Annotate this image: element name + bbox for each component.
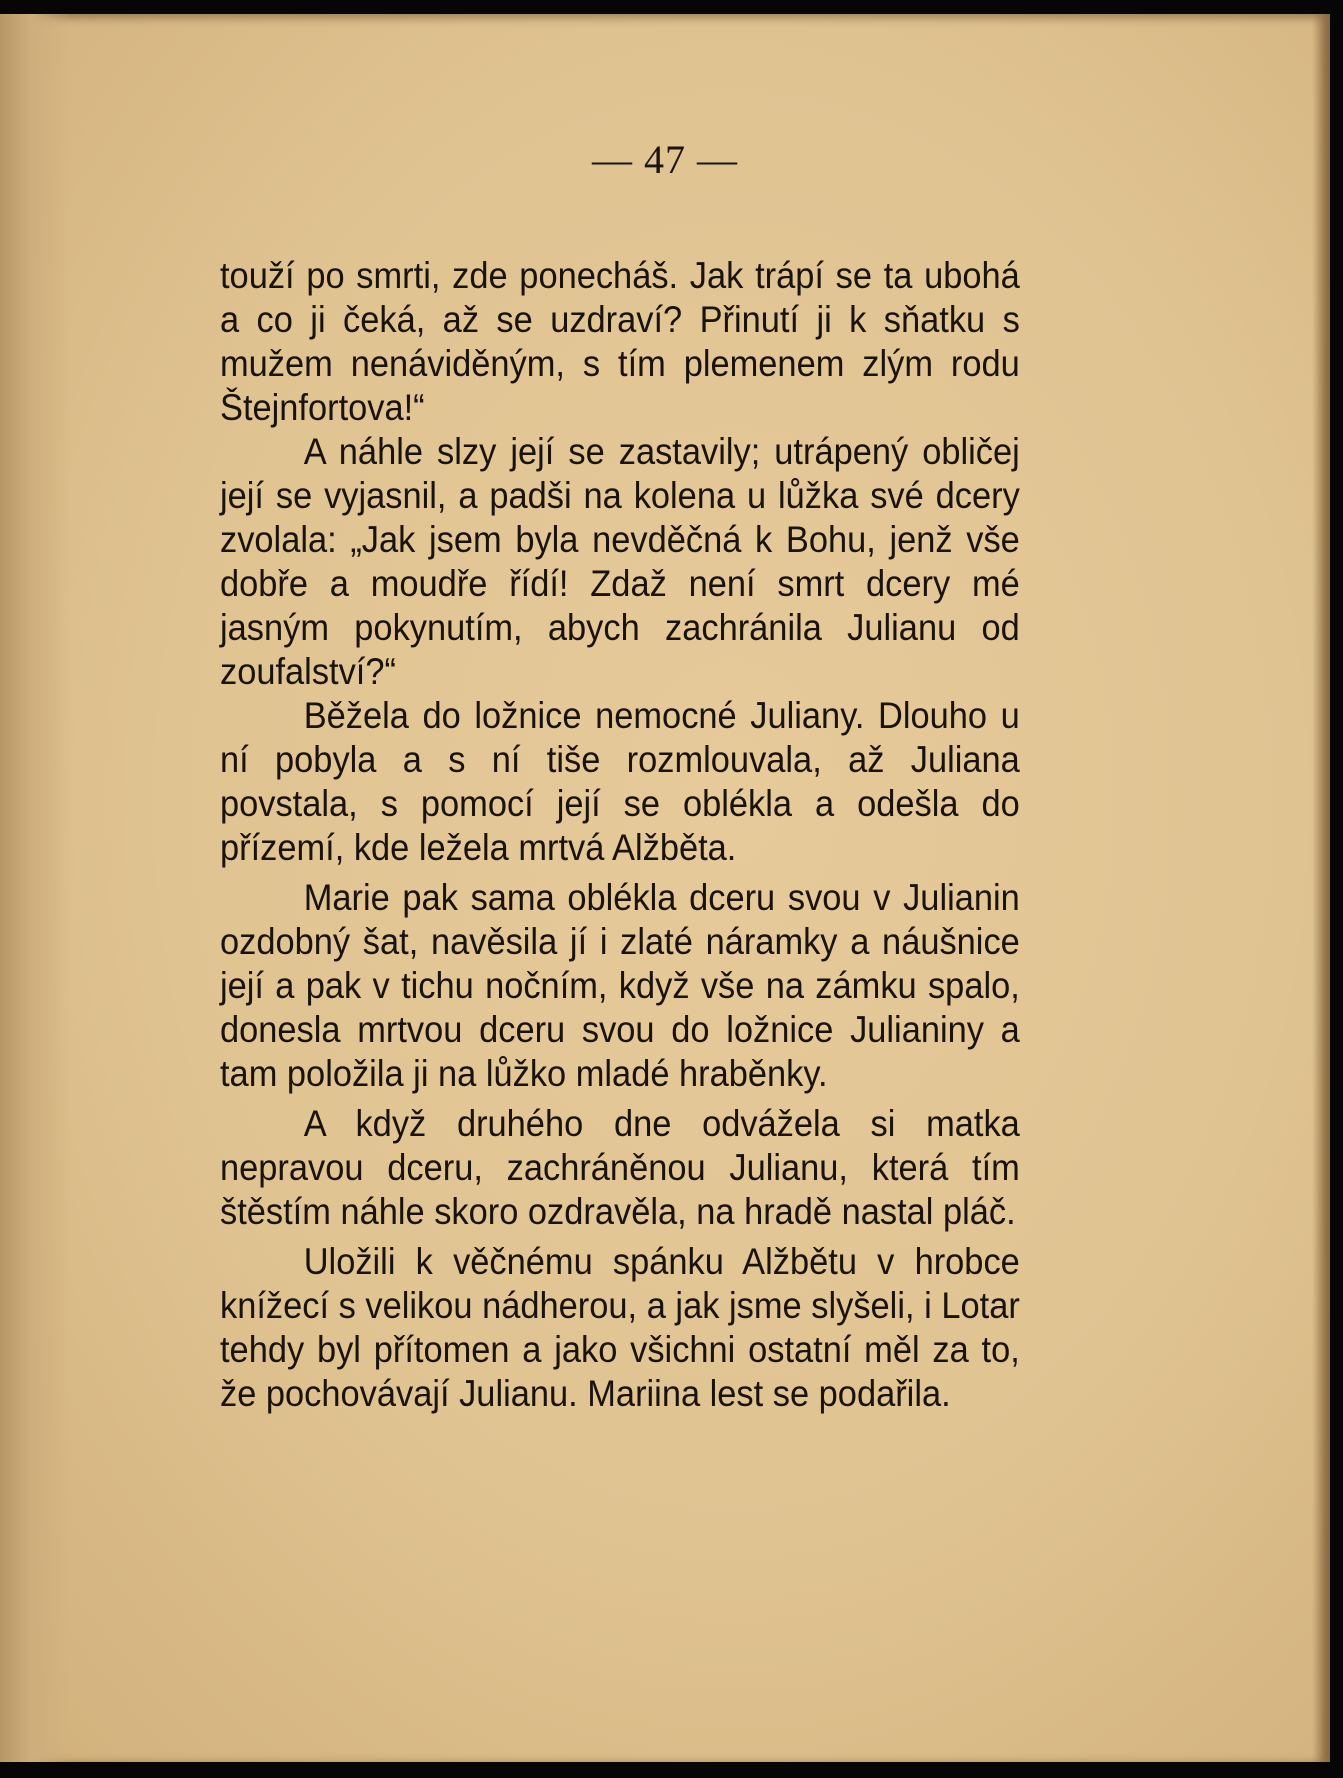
paragraph-6: Uložili k věčnému spánku Alžbětu v hrobce knížecí s velikou nádherou, a jak jsme slyšeli, i Lotar tehdy byl přítomen a jako všichni ostatní měl za to, že pochovávají Julianu. Mariina lest se podařila. [220, 1241, 1020, 1414]
book-page [0, 14, 1330, 1762]
paragraph-2: A náhle slzy její se zastavily; utrápený obličej její se vyjasnil, a padši na kolena u lůžka své dcery zvolala: „Jak jsem byla nevděčná k Bohu, jenž vše dobře a moudře řídí! Zdaž není smrt dcery mé jasným pokynutím, abych zachránila Julianu od zoufalství?“ [220, 431, 1020, 692]
body-text [220, 254, 1020, 1416]
paragraph-5: A když druhého dne odvážela si matka nepravou dceru, zachráněnou Julianu, která tím štěstím náhle skoro ozdravěla, na hradě nastal pláč. [220, 1103, 1020, 1232]
page-edge-shadow [1312, 14, 1330, 1762]
page-number: — 47 — [592, 137, 738, 182]
paragraph-1: touží po smrti, zde ponecháš. Jak trápí se ta ubohá a co ji čeká, až se uzdraví? Přinutí ji k sňatku s mužem nenáviděným, s tím plemenem zlým rodu Štejnfortova!“ [220, 255, 1020, 428]
paragraph-4: Marie pak sama oblékla dceru svou v Julianin ozdobný šat, navěsila jí i zlaté náramky a náušnice její a pak v tichu nočním, když vše na zámku spalo, donesla mrtvou dceru svou do ložnice Julianiny a tam položila ji na lůžko mladé hraběnky. [220, 877, 1020, 1094]
page-gutter-shadow [0, 14, 70, 1762]
paragraph-3: Běžela do ložnice nemocné Juliany. Dlouho u ní pobyla a s ní tiše rozmlouvala, až Juliana povstala, s pomocí její se oblékla a odešla do přízemí, kde ležela mrtvá Alžběta. [220, 695, 1020, 868]
